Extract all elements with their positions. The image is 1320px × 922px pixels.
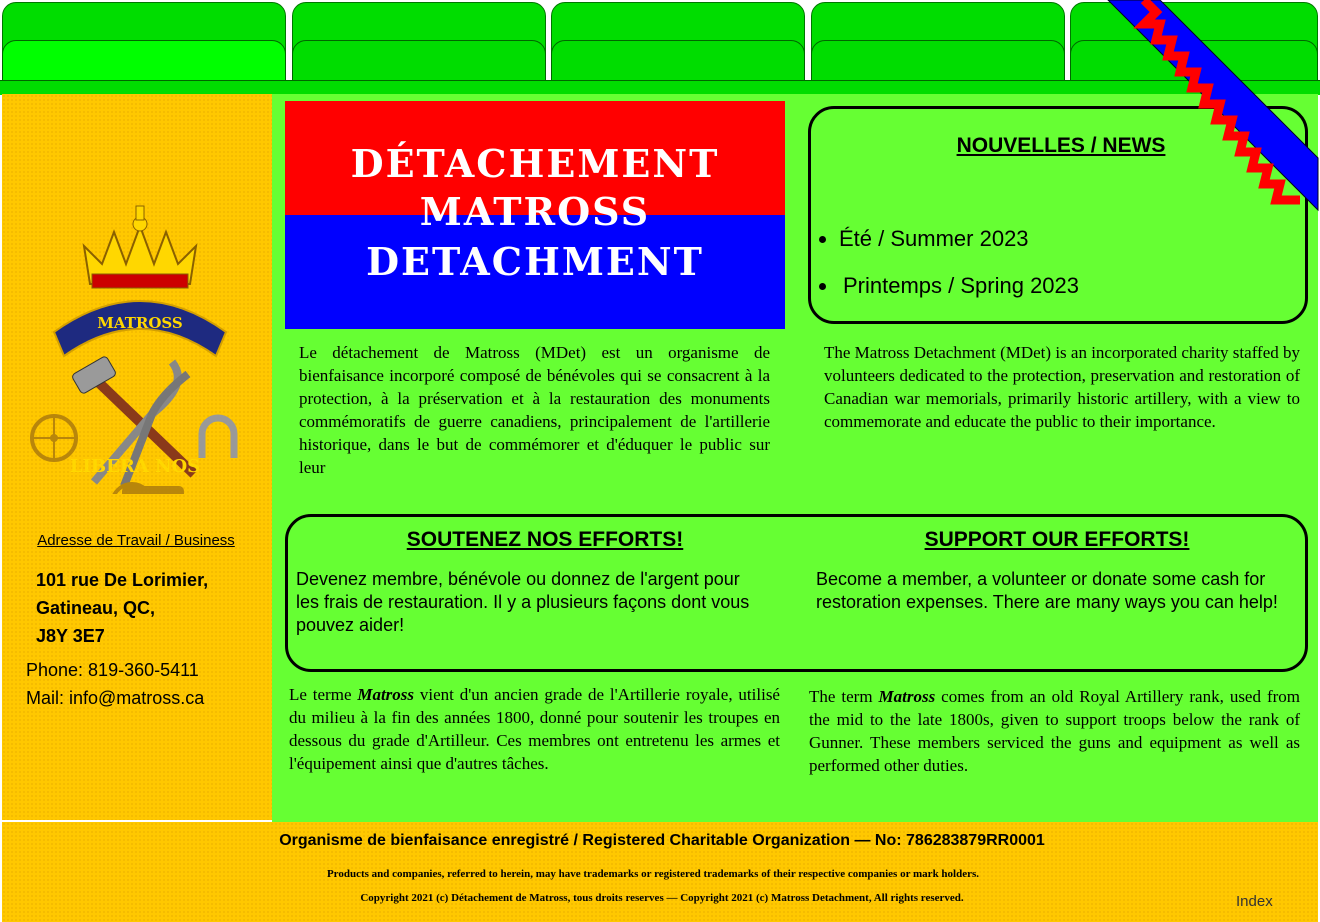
mail-text: Mail: info@matross.ca bbox=[26, 688, 205, 708]
crest-ribbon-bottom: LIBERA NOS bbox=[69, 456, 201, 477]
address-heading: Adresse de Travail / Business bbox=[37, 532, 235, 549]
term-fr-pre: Le terme bbox=[289, 685, 358, 704]
term-fr-post: vient d'un ancien grade de l'Artillerie royale, utilisé du milieu à la fin des années 1800, donné pour soutenir les troupes en dessous du grade d'Artilleur. Ces membres ont entretenu les armes et l'équipement ainsi que d'autres tâches. bbox=[289, 685, 780, 773]
intro-fr-container bbox=[299, 341, 770, 481]
trademark-notice: Products and companies, referred to herein, may have trademarks or registered trademarks of their respective companies or mark holders. bbox=[326, 868, 980, 880]
sidebar bbox=[2, 94, 272, 820]
phone-text: Phone: 819-360-5411 bbox=[26, 660, 199, 680]
banner-line-3: DETACHMENT bbox=[366, 239, 704, 284]
news-item-spring-2023[interactable] bbox=[839, 262, 1079, 309]
index-link[interactable]: Index bbox=[1236, 893, 1273, 910]
support-title-fr: SOUTENEZ NOS EFFORTS! bbox=[406, 528, 684, 551]
news-title: NOUVELLES / NEWS bbox=[956, 134, 1166, 157]
footer bbox=[2, 822, 1318, 922]
term-fr-paragraph bbox=[289, 683, 780, 775]
copyright-notice: Copyright 2021 (c) Détachement de Matross, tous droits reserves — Copyright 2021 (c) Matross Detachment, All rights reserved. bbox=[360, 892, 964, 904]
crest-ribbon-top: MATROSS bbox=[97, 314, 183, 332]
banner-line-1: DÉTACHEMENT bbox=[350, 141, 720, 186]
support-text-en: Become a member, a volunteer or donate some cash for restoration expenses. There are many ways you can help! bbox=[816, 569, 1278, 612]
term-en-pre: The term bbox=[809, 687, 879, 706]
term-word-en: Matross bbox=[878, 687, 936, 706]
intro-en-text: The Matross Detachment (MDet) is an incorporated charity staffed by volunteers dedicated to the protection, preservation and restoration of Canadian war memorials, primarily historic artillery, with a view to commemorate and educate the public to their importance. bbox=[824, 343, 1300, 431]
news-item-summer-2023[interactable] bbox=[839, 215, 1079, 262]
term-word-fr: Matross bbox=[357, 685, 415, 704]
crest-bottom-ribbon-text bbox=[2, 434, 272, 514]
banner-title bbox=[285, 141, 785, 285]
registered-charity-text: Organisme de bienfaisance enregistré / Registered Charitable Organization — No: 786283879RR0001 bbox=[279, 832, 1045, 849]
address-block bbox=[36, 566, 208, 650]
news-list bbox=[821, 215, 1079, 309]
banner-line-2: MATROSS bbox=[419, 189, 651, 234]
term-en-paragraph bbox=[809, 685, 1300, 777]
address-line-2: Gatineau, QC, bbox=[36, 598, 156, 618]
address-line-1: 101 rue De Lorimier, bbox=[36, 570, 209, 590]
intro-fr-text: Le détachement de Matross (MDet) est un organisme de bienfaisance incorporé composé de bénévoles qui se consacrent à la protection, à la préservation et à la restauration des monuments commémoratifs de guerre canadiens, principalement de l'artillerie historique, dans le but de commémorer et d'éduquer le public sur leur bbox=[299, 343, 770, 477]
address-line-3: J8Y 3E7 bbox=[36, 626, 105, 646]
support-text-fr: Devenez membre, bénévole ou donnez de l'argent pour les frais de restauration. Il y a plusieurs façons dont vous pouvez aider! bbox=[296, 569, 750, 635]
news-item-label[interactable]: Été / Summer 2023 bbox=[839, 226, 1029, 251]
sash-decoration bbox=[1100, 0, 1320, 220]
support-box bbox=[285, 514, 1308, 672]
title-banner bbox=[285, 101, 785, 329]
support-title-en: SUPPORT OUR EFFORTS! bbox=[924, 528, 1190, 551]
news-item-label[interactable]: Printemps / Spring 2023 bbox=[843, 273, 1080, 298]
term-en-post: comes from an old Royal Artillery rank, used from the mid to the late 1800s, given to support troops below the rank of Gunner. These members serviced the guns and equipment as well as performed other duties. bbox=[809, 687, 1300, 775]
